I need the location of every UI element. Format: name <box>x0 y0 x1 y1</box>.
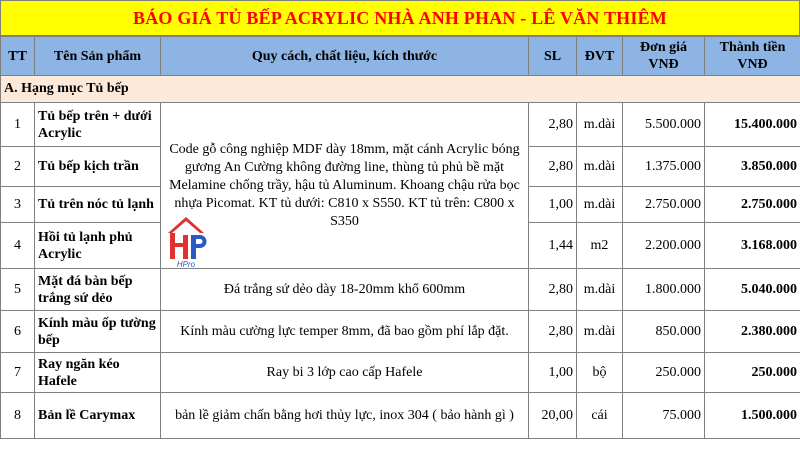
hpro-logo-icon <box>164 213 208 269</box>
section-label: A. Hạng mục Tủ bếp <box>1 76 800 103</box>
cell-spec: Đá trắng sứ dẻo dày 18-20mm khổ 600mm <box>161 269 529 311</box>
cell-price: 850.000 <box>623 311 705 353</box>
header-price <box>623 37 705 76</box>
cell-price: 1.800.000 <box>623 269 705 311</box>
header-tt: TT <box>1 37 35 76</box>
cell-name: Tủ bếp kịch trần <box>35 147 161 187</box>
cell-tt: 3 <box>1 187 35 223</box>
cell-name: Hồi tủ lạnh phủ Acrylic <box>35 223 161 269</box>
table-row <box>1 393 800 439</box>
cell-name: Kính màu ốp tường bếp <box>35 311 161 353</box>
cell-price: 1.375.000 <box>623 147 705 187</box>
header-total-line1: Thành tiền <box>719 40 786 55</box>
cell-unit: m.dài <box>577 187 623 223</box>
cell-qty: 1,00 <box>529 353 577 393</box>
cell-unit: m.dài <box>577 311 623 353</box>
cell-qty: 1,44 <box>529 223 577 269</box>
cell-name: Bản lề Carymax <box>35 393 161 439</box>
header-price-line2: VNĐ <box>648 57 679 72</box>
header-price-line1: Đơn giá <box>639 40 688 55</box>
header-spec: Quy cách, chất liệu, kích thước <box>161 37 529 76</box>
table-row <box>1 103 800 147</box>
table-row <box>1 311 800 353</box>
cell-tt: 5 <box>1 269 35 311</box>
cell-name: Ray ngăn kéo Hafele <box>35 353 161 393</box>
cell-total: 2.380.000 <box>705 311 800 353</box>
header-qty: SL <box>529 37 577 76</box>
cell-spec: Kính màu cường lực temper 8mm, đã bao gồm phí lắp đặt. <box>161 311 529 353</box>
cell-unit: m.dài <box>577 269 623 311</box>
logo-text: HPro <box>176 260 196 269</box>
cell-qty: 20,00 <box>529 393 577 439</box>
header-row <box>1 37 800 76</box>
header-name: Tên Sản phẩm <box>35 37 161 76</box>
cell-price: 75.000 <box>623 393 705 439</box>
cell-total: 5.040.000 <box>705 269 800 311</box>
cell-spec: bản lề giảm chấn bằng hơi thủy lực, inox 304 ( bảo hành gì ) <box>161 393 529 439</box>
section-row <box>1 76 800 103</box>
cell-tt: 4 <box>1 223 35 269</box>
cell-unit: m2 <box>577 223 623 269</box>
cell-tt: 7 <box>1 353 35 393</box>
cell-tt: 1 <box>1 103 35 147</box>
cell-name: Tủ bếp trên + dưới Acrylic <box>35 103 161 147</box>
cell-qty: 2,80 <box>529 103 577 147</box>
quote-table <box>0 36 800 439</box>
cell-total: 250.000 <box>705 353 800 393</box>
cell-tt: 2 <box>1 147 35 187</box>
sheet-title: BÁO GIÁ TỦ BẾP ACRYLIC NHÀ ANH PHAN - LÊ VĂN THIÊM <box>0 0 800 36</box>
header-total <box>705 37 800 76</box>
cell-name: Mặt đá bàn bếp trắng sứ dẻo <box>35 269 161 311</box>
cell-total: 2.750.000 <box>705 187 800 223</box>
cell-qty: 2,80 <box>529 311 577 353</box>
cell-unit: bộ <box>577 353 623 393</box>
cell-unit: cái <box>577 393 623 439</box>
cell-qty: 1,00 <box>529 187 577 223</box>
cell-unit: m.dài <box>577 103 623 147</box>
cell-name: Tủ trên nóc tủ lạnh <box>35 187 161 223</box>
cell-price: 2.750.000 <box>623 187 705 223</box>
header-total-line2: VNĐ <box>737 57 768 72</box>
cell-total: 1.500.000 <box>705 393 800 439</box>
cell-price: 2.200.000 <box>623 223 705 269</box>
header-unit: ĐVT <box>577 37 623 76</box>
cell-total: 3.168.000 <box>705 223 800 269</box>
table-row <box>1 269 800 311</box>
cell-total: 3.850.000 <box>705 147 800 187</box>
cell-price: 5.500.000 <box>623 103 705 147</box>
cell-tt: 6 <box>1 311 35 353</box>
cell-total: 15.400.000 <box>705 103 800 147</box>
cell-qty: 2,80 <box>529 147 577 187</box>
cell-spec: Ray bi 3 lớp cao cấp Hafele <box>161 353 529 393</box>
cell-qty: 2,80 <box>529 269 577 311</box>
cell-spec-group: Code gỗ công nghiệp MDF dày 18mm, mặt cánh Acrylic bóng gương An Cường không đường line, thùng tủ phủ bề mặt Melamine chống trầy, hậu tủ Aluminum. Khoang chậu rửa bọc nhựa Picomat. KT tủ dưới: C810 x S550. KT tủ trên: C800 x S350 <box>161 103 529 269</box>
cell-price: 250.000 <box>623 353 705 393</box>
table-row <box>1 353 800 393</box>
cell-unit: m.dài <box>577 147 623 187</box>
cell-tt: 8 <box>1 393 35 439</box>
